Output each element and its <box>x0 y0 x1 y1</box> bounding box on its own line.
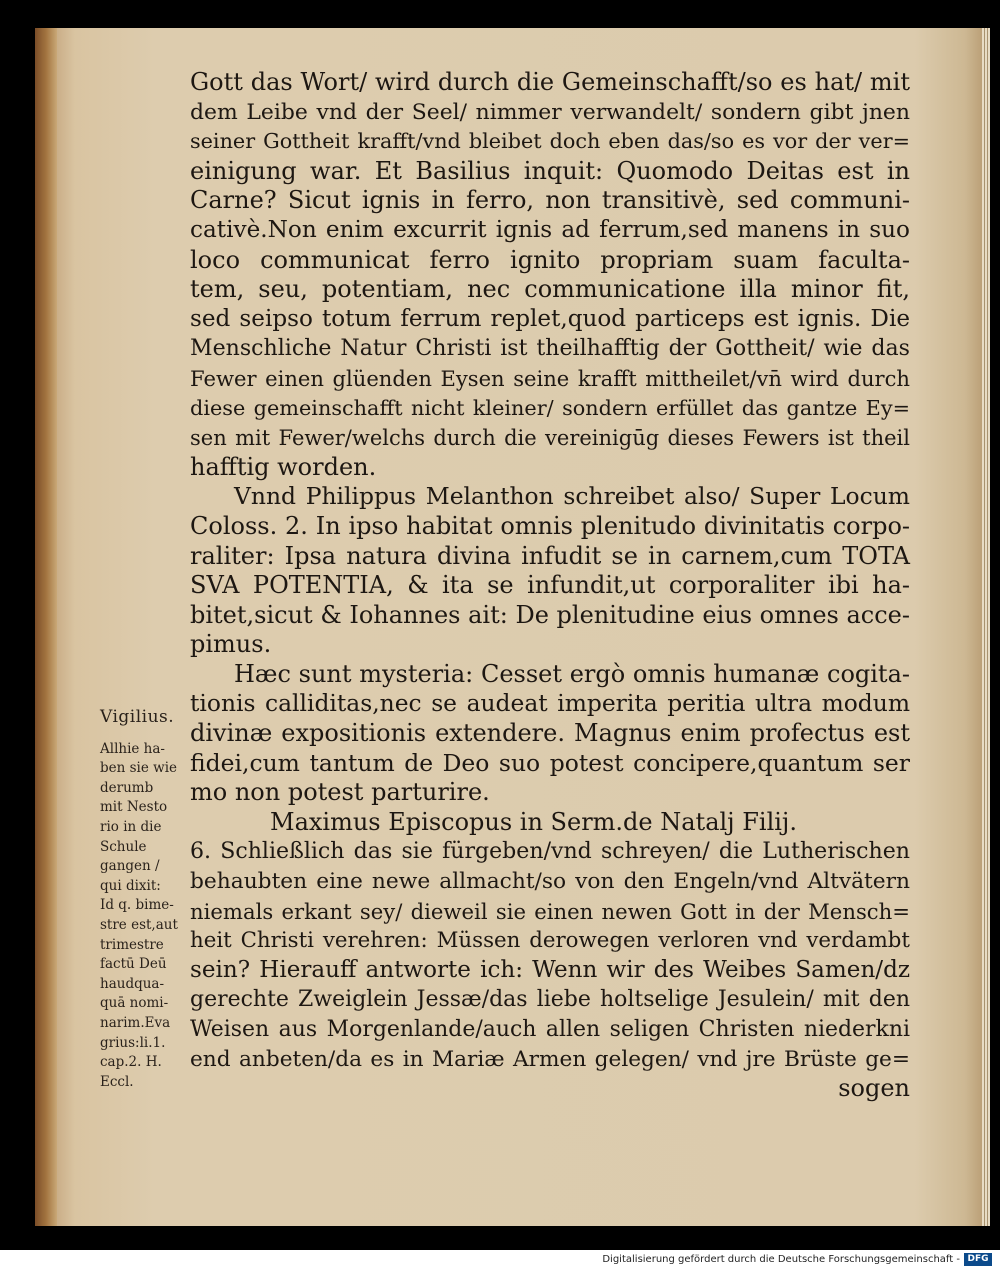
text-line: 6. Schließlich das sie fürgeben/vnd schreyen/ die Lutherischen <box>190 839 910 865</box>
text-line: Coloss. 2. In ipso habitat omnis plenitudo divinitatis corpo- <box>190 511 910 540</box>
text-line: niemals erkant sey/ dieweil sie einen newen Gott in der Mensch= <box>190 898 910 924</box>
text-line: SVA POTENTIA, & ita se infundit,ut corporaliter ibi ha- <box>190 571 910 600</box>
text-line: sed seipso totum ferrum replet,quod particeps est ignis. Die <box>190 305 910 332</box>
margin-line: ben sie wie <box>100 760 178 777</box>
text-line: diese gemeinschafft nicht kleiner/ sondern erfüllet das gantze Ey= <box>190 395 910 420</box>
text-line: hafftig worden. <box>190 452 377 481</box>
text-line: Carne? Sicut ignis in ferro, non transitivè, sed communi- <box>190 186 910 215</box>
text-line: Menschliche Natur Christi ist theilhafftig der Gottheit/ wie das <box>190 336 910 362</box>
text-line: bitet,sicut & Iohannes ait: De plenitudine eius omnes acce- <box>190 600 910 629</box>
text-line: tionis calliditas,nec se audeat imperita peritia ultra modum <box>190 689 910 718</box>
page-edge <box>982 28 990 1226</box>
funding-credit: Digitalisierung gefördert durch die Deutsche Forschungsgemeinschaft - <box>602 1254 960 1265</box>
margin-line: trimestre <box>100 936 164 953</box>
margin-line: narim.Eva <box>100 1014 171 1031</box>
text-line: sen mit Fewer/welchs durch die vereinigūg dieses Fewers ist theil <box>190 425 910 451</box>
text-line: heit Christi verehren: Müssen derowegen verloren vnd verdambt <box>190 928 910 954</box>
book-spine <box>35 28 57 1226</box>
text-line: divinæ expositionis extendere. Magnus enim profectus est <box>190 719 910 748</box>
text-line: einigung war. Et Basilius inquit: Quomodo Deitas est in <box>190 156 910 185</box>
dfg-logo: DFG <box>964 1253 992 1266</box>
text-line: pimus. <box>190 630 272 659</box>
text-line: gerechte Zweiglein Jessæ/das liebe holtselige Jesulein/ mit den <box>190 987 910 1013</box>
margin-line: Allhie ha- <box>100 740 165 757</box>
margin-line: qui dixit: <box>100 877 161 894</box>
margin-heading: Vigilius. <box>100 707 175 727</box>
text-line: fidei,cum tantum de Deo suo potest concipere,quantum ser <box>190 748 910 777</box>
citation-line: Maximus Episcopus in Serm.de Natalj Filij. <box>270 807 798 836</box>
text-line: cativè.Non enim excurrit ignis ad ferrum,sed manens in suo <box>190 216 910 243</box>
margin-line: mit Nesto <box>100 799 168 816</box>
text-line: Hæc sunt mysteria: Cesset ergò omnis humanæ cogita- <box>234 659 910 688</box>
margin-line: derumb <box>100 779 154 796</box>
text-line: behaubten eine newe allmacht/so von den Engeln/vnd Altvätern <box>190 869 910 895</box>
text-line: sein? Hierauff antworte ich: Wenn wir des Weibes Samen/dz <box>190 956 910 983</box>
text-line: Weisen aus Morgenlande/auch allen seligen Christen niederkni <box>190 1017 910 1042</box>
text-line: dem Leibe vnd der Seel/ nimmer verwandelt/ sondern gibt jnen <box>190 99 910 125</box>
text-line: mo non potest parturire. <box>190 778 490 807</box>
margin-line: factū Deū <box>100 956 167 973</box>
margin-line: cap.2. H. <box>100 1054 162 1071</box>
text-line: seiner Gottheit krafft/vnd bleibet doch eben das/so es vor der ver= <box>190 129 910 154</box>
margin-line: grius:li.1. <box>100 1034 166 1051</box>
margin-line: stre est,aut <box>100 916 178 933</box>
margin-line: gangen / <box>100 858 160 875</box>
margin-line: Eccl. <box>100 1073 134 1090</box>
text-line: tem, seu, potentiam, nec communicatione illa minor fit, <box>190 275 910 304</box>
margin-line: rio in die <box>100 818 162 835</box>
margin-line: Id q. bime- <box>100 897 174 914</box>
margin-line: quā nomi- <box>100 995 169 1012</box>
main-text-block <box>190 68 910 1104</box>
text-line: end anbeten/da es in Mariæ Armen gelegen/ vnd jre Brüste ge= <box>190 1046 910 1072</box>
text-line: Vnnd Philippus Melanthon schreibet also/ Super Locum <box>234 482 910 511</box>
catchword: sogen <box>838 1074 910 1103</box>
text-line: loco communicat ferro ignito propriam suam faculta- <box>190 245 910 274</box>
margin-line: Schule <box>100 838 147 855</box>
text-line: Fewer einen glüenden Eysen seine krafft mittheilet/vn̄ wird durch <box>190 365 910 391</box>
marginal-note <box>100 708 204 1092</box>
margin-line: haudqua- <box>100 975 165 992</box>
text-line: raliter: Ipsa natura divina infudit se in carnem,cum TOTA <box>190 541 910 570</box>
text-line: Gott das Wort/ wird durch die Gemeinschafft/so es hat/ mit <box>190 68 910 96</box>
